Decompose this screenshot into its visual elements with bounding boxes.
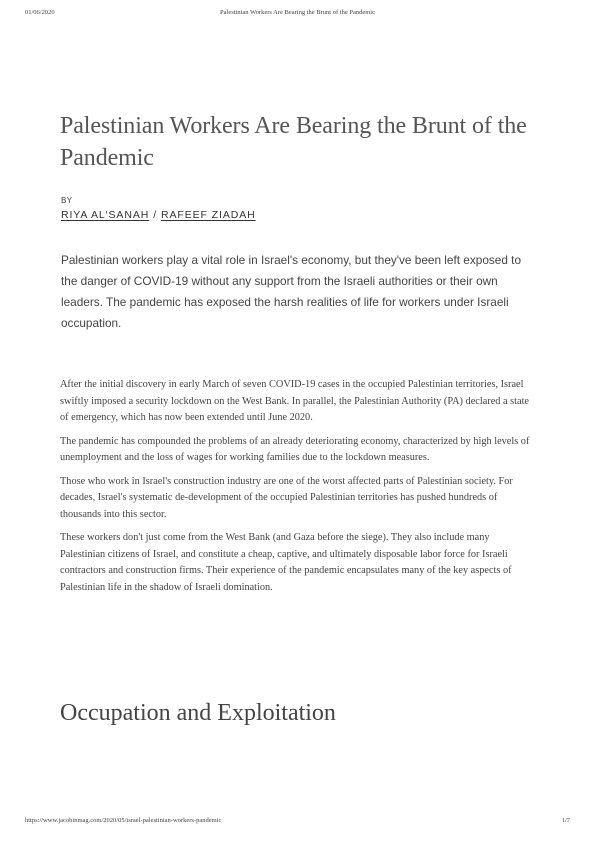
byline-authors [61,209,256,221]
body-paragraph: Those who work in Israel's construction industry are one of the worst affected parts of Palestinian society. For decades, Israel's systematic de-development of the occupied Palestinian territories has pushed hundreds of thousands into this sector. [60,475,513,520]
author-link-rafeef-ziadah[interactable]: RAFEEF ZIADAH [161,209,256,221]
section-heading: Occupation and Exploitation [60,700,336,726]
body-paragraph: The pandemic has compounded the problems of an already deteriorating economy, characterized by high levels of unemployment and the loss of wages for working families due to the lockdown measures. [60,435,530,463]
article-body [60,377,532,603]
article-title: Palestinian Workers Are Bearing the Brunt of the Pandemic [60,113,527,171]
author-link-riya-al-sanah[interactable]: RIYA AL'SANAH [61,209,150,221]
body-paragraph: After the initial discovery in early March of seven COVID-19 cases in the occupied Palestinian territories, Israel swiftly imposed a security lockdown on the West Bank. In parallel, the Palestinian Authority (PA) declared a state of emergency, which has now been extended until June 2020. [60,379,530,423]
author-separator: / [153,209,158,221]
print-date: 01/06/2020 [25,9,55,16]
page-number: 1/7 [561,817,570,824]
print-footer-url: https://www.jacobinmag.com/2020/05/israel-palestinian-workers-pandemic [25,817,222,824]
body-paragraph: These workers don't just come from the West Bank (and Gaza before the siege). They also include many Palestinian citizens of Israel, and constitute a cheap, captive, and ultimately disposable labor force for Israeli contractors and construction firms. Their experience of the pandemic encapsulates many of the key aspects of Palestinian life in the shadow of Israeli domination. [60,532,512,593]
print-header-title: Palestinian Workers Are Bearing the Brunt of the Pandemic [220,9,375,16]
byline-label: BY [61,196,73,205]
article-lede: Palestinian workers play a vital role in Israel's economy, but they've been left exposed to the danger of COVID-19 without any support from the Israeli authorities or their own leaders. The pandemic has exposed the harsh realities of life for workers under Israeli occupation. [61,253,522,330]
